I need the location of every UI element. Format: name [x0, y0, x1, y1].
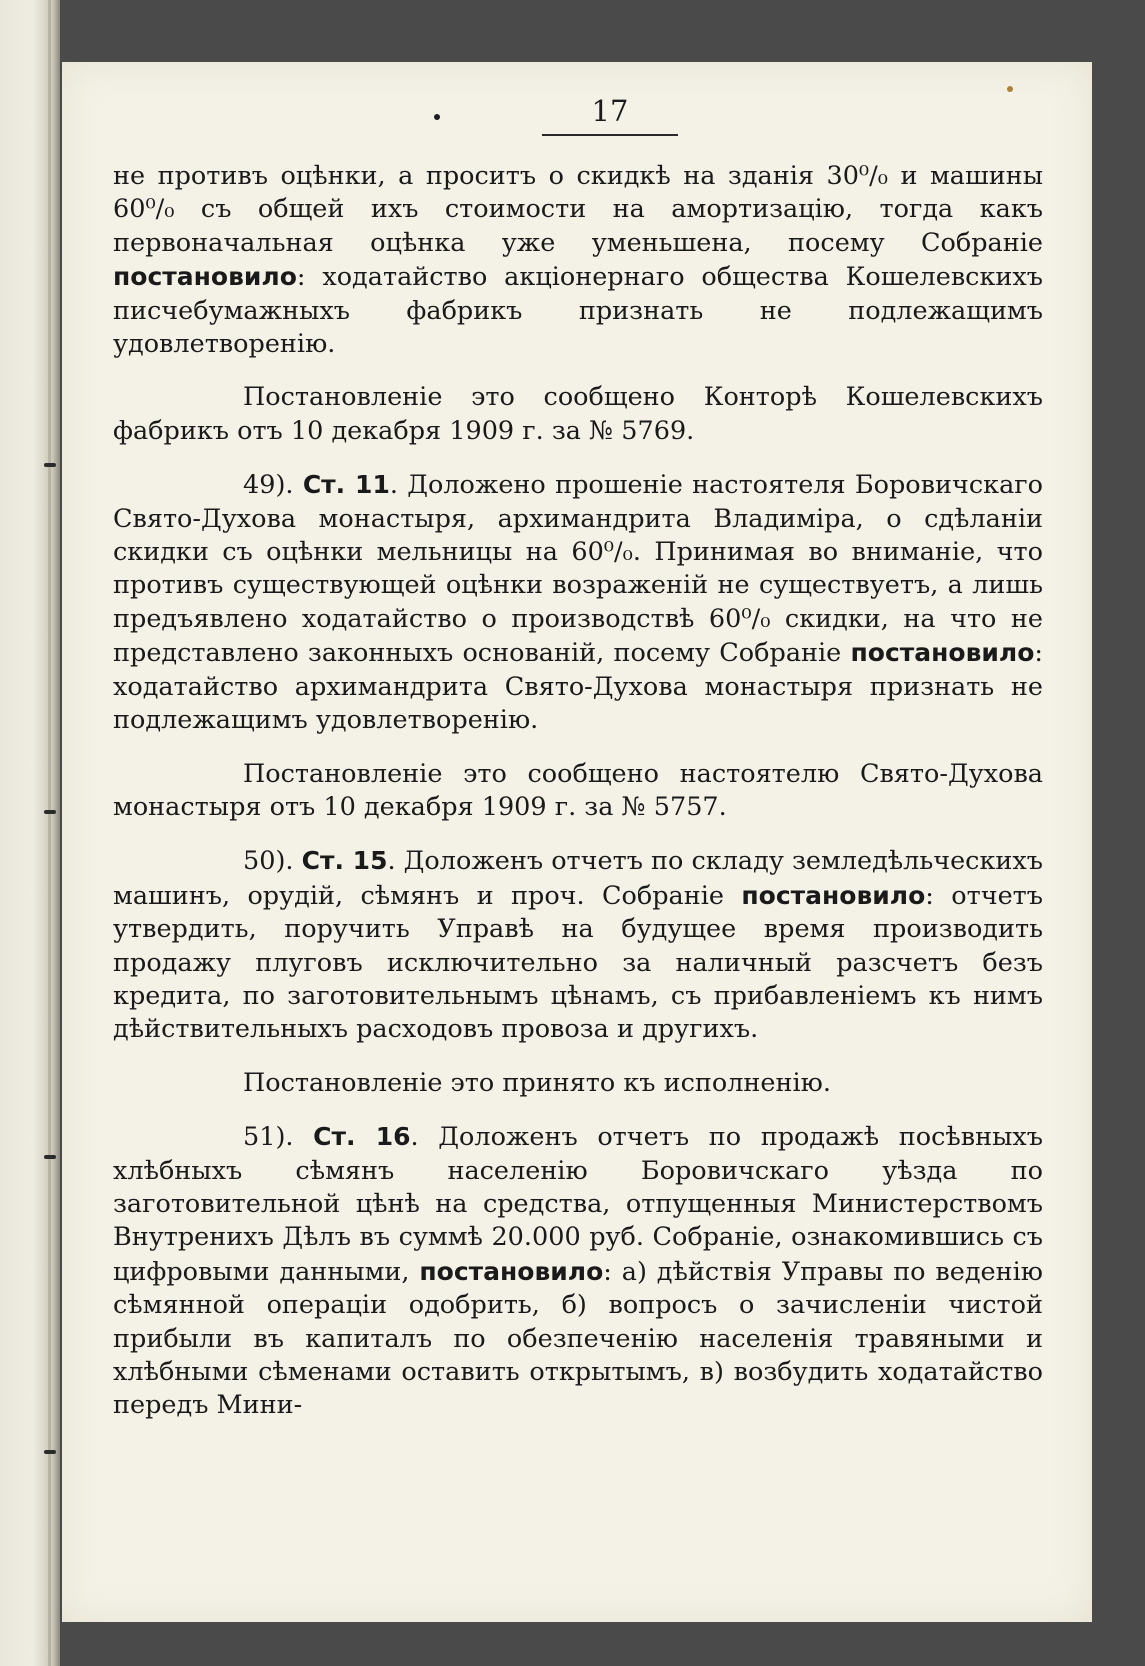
document-page — [62, 62, 1092, 1622]
paragraph-continued: не противъ оцѣнки, а проситъ о скидкѣ на зданія 30⁰/₀ и машины 60⁰/₀ съ общей ихъ стоимости на амортизацію, тогда какъ первоначальная оцѣнка уже уменьшена, посему Собраніе постановило: ходатайство акціонернаго общества Кошелевскихъ писчебумажныхъ фабрикъ признать не подлежащимъ удовлетворенію. — [113, 161, 1043, 360]
binding-stitch — [44, 1450, 56, 1454]
print-mark — [434, 114, 440, 120]
resolution-note: Постановленіе это сообщено Конторѣ Кошелевскихъ фабрикъ отъ 10 декабря 1909 г. за № 5769. — [113, 382, 1043, 446]
page-number: 17 — [542, 94, 678, 136]
item-49: 49). Ст. 11. Доложено прошеніе настоятеля Боровичскаго Свято-Духова монастыря, архимандрита Владиміра, о сдѣланіи скидки съ оцѣнки мельницы на 60⁰/₀. Принимая во вниманіе, что противъ существующей оцѣнки возраженій не существуетъ, а лишь предъявлено ходатайство о производствѣ 60⁰/₀ скидки, на что не представлено законныхъ основаній, посему Собраніе постановило: ходатайство архимандрита Свято-Духова монастыря признать не подлежащимъ удовлетворенію. — [113, 470, 1044, 736]
item-50: 50). Ст. 15. Доложенъ отчетъ по складу земледѣльческихъ машинъ, орудій, сѣмянъ и проч. Собраніе постановило: отчетъ утвердить, поручить Управѣ на будущее время производить продажу плуговъ исключительно за наличный разсчетъ безъ кредита, по заготовительнымъ цѣнамъ, съ прибавленіемъ къ нимъ дѣйствительныхъ расходовъ провоза и другихъ. — [113, 846, 1044, 1045]
body-text — [113, 160, 1043, 1443]
binding-stitch — [44, 1155, 56, 1159]
binding-stitch — [44, 463, 56, 467]
resolution-note: Постановленіе это сообщено настоятелю Свято-Духова монастыря отъ 10 декабря 1909 г. за № 5757. — [113, 758, 1043, 822]
binding-stitch — [44, 810, 56, 814]
binding-edge — [48, 0, 51, 1666]
resolution-note: Постановленіе это принято къ исполненію. — [243, 1067, 831, 1098]
stain-mark — [1007, 86, 1013, 92]
book-spine — [0, 0, 60, 1666]
item-51: 51). Ст. 16. Доложенъ отчетъ по продажѣ посѣвныхъ хлѣбныхъ сѣмянъ населенію Боровичскаго уѣзда по заготовительной цѣнѣ на средства, отпущенныя Министерствомъ Внутренихъ Дѣлъ въ суммѣ 20.000 руб. Собраніе, ознакомившись съ цифровыми данными, постановило: а) дѣйствія Управы по веденію сѣмянной операціи одобрить, б) вопросъ о зачисленіи чистой прибыли въ капиталъ по обезпеченію населенія травяными и хлѣбными сѣменами оставить открытымъ, в) возбудить ходатайство передъ Мини- — [113, 1122, 1044, 1421]
